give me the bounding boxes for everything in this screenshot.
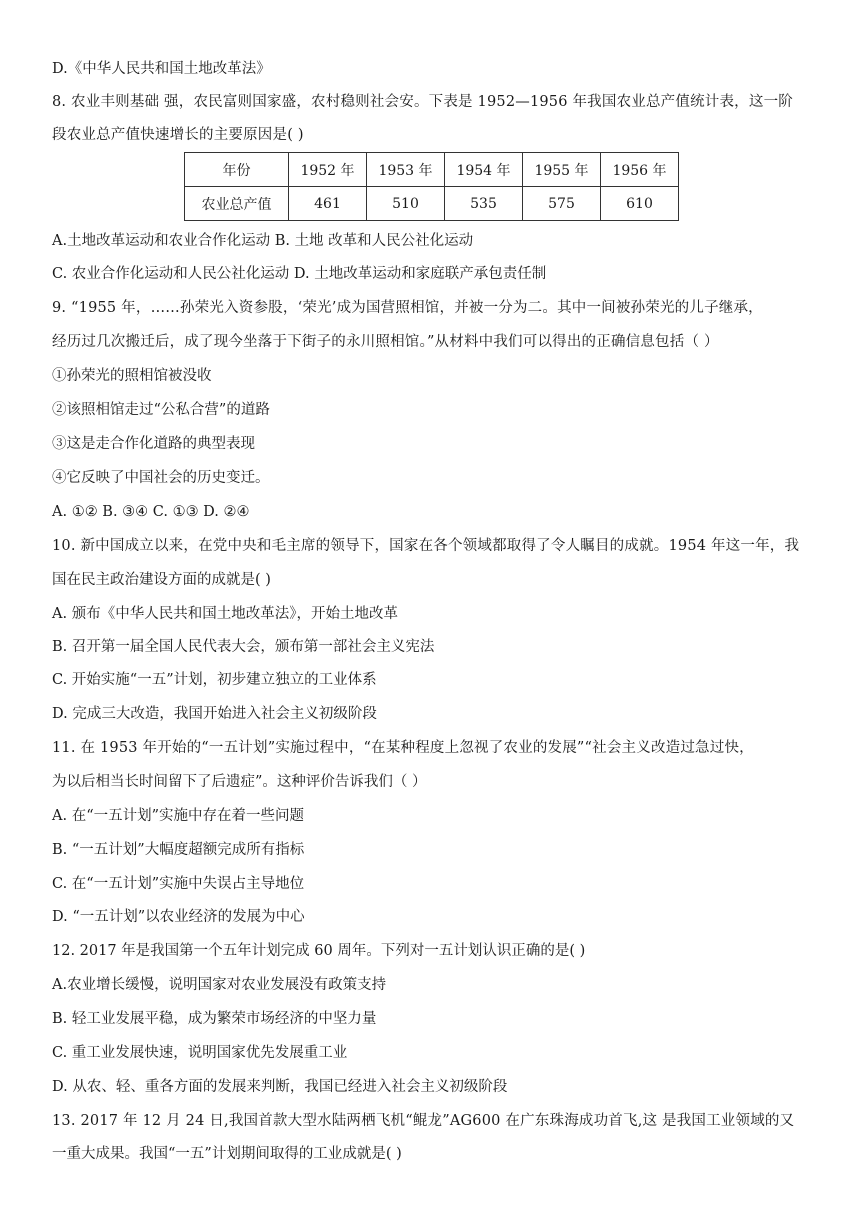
question-12-option-d: D. 从农、轻、重各方面的发展来判断，我国已经进入社会主义初级阶段 xyxy=(52,1079,508,1095)
option-d-q7: D.《中华人民共和国土地改革法》 xyxy=(52,61,271,77)
question-9-item-1: ①孙荣光的照相馆被没收 xyxy=(52,368,212,384)
table-value-cell: 575 xyxy=(523,187,601,221)
table-row xyxy=(185,187,679,221)
question-8-stem-line2: 段农业总产值快速增长的主要原因是( ) xyxy=(52,127,304,143)
table-value-cell: 535 xyxy=(445,187,523,221)
question-9-options: A. ①② B. ③④ C. ①③ D. ②④ xyxy=(52,504,250,520)
question-10-option-a: A. 颁布《中华人民共和国土地改革法》，开始土地改革 xyxy=(52,606,398,622)
question-12-option-a: A.农业增长缓慢，说明国家对农业发展没有政策支持 xyxy=(52,977,387,993)
table-year-cell: 1956 年 xyxy=(601,153,679,187)
table-header-label: 年份 xyxy=(185,153,289,187)
table-row-label: 农业总产值 xyxy=(185,187,289,221)
question-9-stem-line2: 经历过几次搬迁后，成了现今坐落于下街子的永川照相馆。”从材料中我们可以得出的正确信息包括（ ） xyxy=(52,334,719,350)
question-9-item-2: ②该照相馆走过“公私合营”的道路 xyxy=(52,402,270,418)
question-8-options-cd: C. 农业合作化运动和人民公社化运动 D. 土地改革运动和家庭联产承包责任制 xyxy=(52,266,547,282)
question-11-stem-line1: 11. 在 1953 年开始的“一五计划”实施过程中，“在某种程度上忽视了农业的发展”“社会主义改造过急过快， xyxy=(52,740,754,756)
question-10-option-b: B. 召开第一届全国人民代表大会，颁布第一部社会主义宪法 xyxy=(52,639,435,655)
question-11-option-a: A. 在“一五计划”实施中存在着一些问题 xyxy=(52,808,305,824)
question-8-options-ab: A.土地改革运动和农业合作化运动 B. 土地 改革和人民公社化运动 xyxy=(52,233,474,249)
question-12-option-b: B. 轻工业发展平稳，成为繁荣市场经济的中坚力量 xyxy=(52,1011,377,1027)
table-year-cell: 1952 年 xyxy=(289,153,367,187)
table-value-cell: 610 xyxy=(601,187,679,221)
question-9-item-4: ④它反映了中国社会的历史变迁。 xyxy=(52,470,270,486)
question-10-stem-line1: 10. 新中国成立以来，在党中央和毛主席的领导下，国家在各个领域都取得了令人瞩目的成就。1954 年这一年，我 xyxy=(52,538,800,554)
table-row xyxy=(185,153,679,187)
question-11-option-d: D. “一五计划”以农业经济的发展为中心 xyxy=(52,909,305,925)
question-13-stem-line1: 13. 2017 年 12 月 24 日,我国首款大型水陆两栖飞机“鲲龙”AG600 在广东珠海成功首飞,这 是我国工业领域的又 xyxy=(52,1113,795,1129)
question-10-option-c: C. 开始实施“一五”计划，初步建立独立的工业体系 xyxy=(52,672,377,688)
question-12-stem: 12. 2017 年是我国第一个五年计划完成 60 周年。下列对一五计划认识正确的是( ) xyxy=(52,943,586,959)
question-9-stem-line1: 9. “1955 年，……孙荣光入资参股，‘荣光’成为国营照相馆，并被一分为二。其中一间被孙荣光的儿子继承， xyxy=(52,300,763,316)
question-9-item-3: ③这是走合作化道路的典型表现 xyxy=(52,436,255,452)
question-13-stem-line2: 一重大成果。我国“一五”计划期间取得的工业成就是( ) xyxy=(52,1146,402,1162)
table-value-cell: 510 xyxy=(367,187,445,221)
table-year-cell: 1955 年 xyxy=(523,153,601,187)
question-10-stem-line2: 国在民主政治建设方面的成就是( ) xyxy=(52,572,271,588)
table-year-cell: 1954 年 xyxy=(445,153,523,187)
agriculture-output-table xyxy=(184,152,679,221)
table-value-cell: 461 xyxy=(289,187,367,221)
table-year-cell: 1953 年 xyxy=(367,153,445,187)
question-10-option-d: D. 完成三大改造，我国开始进入社会主义初级阶段 xyxy=(52,706,377,722)
question-8-stem-line1: 8. 农业丰则基础 强，农民富则国家盛，农村稳则社会安。下表是 1952—1956 年我国农业总产值统计表，这一阶 xyxy=(52,94,793,110)
question-11-stem-line2: 为以后相当长时间留下了后遗症”。这种评价告诉我们（ ） xyxy=(52,774,427,790)
question-11-option-c: C. 在“一五计划”实施中失误占主导地位 xyxy=(52,876,305,892)
question-11-option-b: B. “一五计划”大幅度超额完成所有指标 xyxy=(52,842,305,858)
question-12-option-c: C. 重工业发展快速，说明国家优先发展重工业 xyxy=(52,1045,348,1061)
